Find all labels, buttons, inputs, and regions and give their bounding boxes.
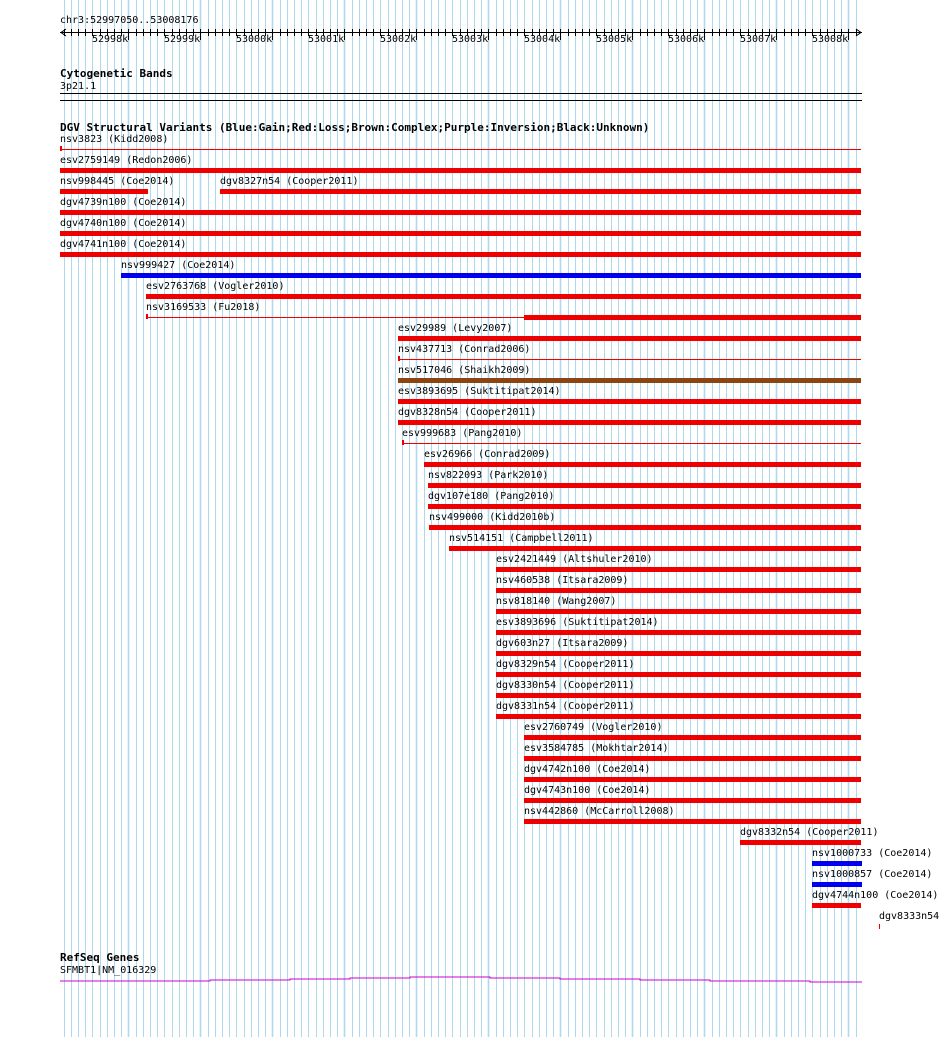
ruler-tick-label: 53005k bbox=[596, 34, 633, 45]
ruler-tick-label: 53002k bbox=[380, 34, 417, 45]
variant-start-tick bbox=[60, 146, 62, 151]
variant-bar[interactable] bbox=[60, 168, 861, 173]
variant-bar[interactable] bbox=[60, 252, 861, 257]
variant-label[interactable]: nsv442860 (McCarroll2008) bbox=[524, 806, 675, 817]
variant-bar[interactable] bbox=[524, 819, 861, 824]
variant-label[interactable]: nsv3169533 (Fu2018) bbox=[146, 302, 261, 313]
ruler-tick-label: 52998k bbox=[92, 34, 129, 45]
variant-label[interactable]: dgv4739n100 (Coe2014) bbox=[60, 197, 187, 208]
variant-bar[interactable] bbox=[496, 567, 861, 572]
variant-bar[interactable] bbox=[428, 483, 861, 488]
variant-label[interactable]: dgv8331n54 (Cooper2011) bbox=[496, 701, 635, 712]
refseq-gene-label[interactable]: SFMBT1|NM_016329 bbox=[60, 965, 157, 976]
variant-label[interactable]: dgv8329n54 (Cooper2011) bbox=[496, 659, 635, 670]
variant-bar[interactable] bbox=[524, 315, 861, 320]
ruler-tick-label: 53008k bbox=[812, 34, 849, 45]
variant-label[interactable]: nsv1000857 (Coe2014) bbox=[812, 869, 933, 880]
variant-bar[interactable] bbox=[60, 231, 861, 236]
variant-label[interactable]: nsv1000733 (Coe2014) bbox=[812, 848, 933, 859]
variant-bar[interactable] bbox=[402, 443, 861, 444]
variant-label[interactable]: nsv514151 (Campbell2011) bbox=[449, 533, 594, 544]
variant-label[interactable]: esv2760749 (Vogler2010) bbox=[524, 722, 663, 733]
variant-label[interactable]: nsv818140 (Wang2007) bbox=[496, 596, 617, 607]
cytogenetic-bands-track-title[interactable]: Cytogenetic Bands bbox=[60, 67, 173, 80]
variant-label[interactable]: esv26966 (Conrad2009) bbox=[424, 449, 551, 460]
refseq-track-title[interactable]: RefSeq Genes bbox=[60, 951, 140, 964]
ruler-tick-label: 53003k bbox=[452, 34, 489, 45]
variant-label[interactable]: dgv603n27 (Itsara2009) bbox=[496, 638, 629, 649]
variant-start-tick bbox=[402, 440, 404, 445]
variant-bar[interactable] bbox=[812, 903, 861, 908]
cytoband-label[interactable]: 3p21.1 bbox=[60, 81, 97, 92]
variant-bar[interactable] bbox=[812, 861, 862, 866]
variant-bar[interactable] bbox=[496, 651, 861, 656]
track-divider bbox=[60, 100, 862, 101]
variant-bar[interactable] bbox=[428, 504, 861, 509]
variant-bar[interactable] bbox=[398, 420, 861, 425]
variant-label[interactable]: dgv4740n100 (Coe2014) bbox=[60, 218, 187, 229]
variant-bar[interactable] bbox=[398, 336, 861, 341]
variant-label[interactable]: esv3893696 (Suktitipat2014) bbox=[496, 617, 659, 628]
variant-label[interactable]: dgv8330n54 (Cooper2011) bbox=[496, 680, 635, 691]
variant-bar[interactable] bbox=[424, 462, 861, 467]
variant-bar[interactable] bbox=[496, 672, 861, 677]
variant-bar[interactable] bbox=[398, 359, 861, 360]
variant-label[interactable]: dgv4743n100 (Coe2014) bbox=[524, 785, 651, 796]
variant-start-tick bbox=[146, 314, 148, 319]
variant-label[interactable]: dgv4742n100 (Coe2014) bbox=[524, 764, 651, 775]
variant-label[interactable]: esv29989 (Levy2007) bbox=[398, 323, 513, 334]
variant-label[interactable]: dgv8333n54 bbox=[879, 911, 939, 922]
variant-bar[interactable] bbox=[496, 588, 861, 593]
variant-label[interactable]: esv999683 (Pang2010) bbox=[402, 428, 523, 439]
variant-bar[interactable] bbox=[60, 189, 148, 194]
variant-bar[interactable] bbox=[449, 546, 861, 551]
variant-bar[interactable] bbox=[220, 189, 861, 194]
variant-bar[interactable] bbox=[496, 693, 861, 698]
gene-model[interactable] bbox=[0, 972, 890, 986]
variant-label[interactable]: dgv8327n54 (Cooper2011) bbox=[220, 176, 359, 187]
variant-label[interactable]: nsv999427 (Coe2014) bbox=[121, 260, 236, 271]
variant-bar[interactable] bbox=[496, 609, 861, 614]
variant-start-tick bbox=[398, 356, 400, 361]
variant-label[interactable]: nsv3823 (Kidd2008) bbox=[60, 134, 169, 145]
variant-bar[interactable] bbox=[429, 525, 861, 530]
ruler-tick-label: 53007k bbox=[740, 34, 777, 45]
variant-bar[interactable] bbox=[60, 210, 861, 215]
ruler-tick-label: 53004k bbox=[524, 34, 561, 45]
ruler-tick-label: 52999k bbox=[164, 34, 201, 45]
variant-bar[interactable] bbox=[524, 798, 861, 803]
dgv-track-title[interactable]: DGV Structural Variants (Blue:Gain;Red:Loss;Brown:Complex;Purple:Inversion;Black:Unknown) bbox=[60, 121, 650, 134]
variant-bar[interactable] bbox=[496, 630, 861, 635]
variant-bar[interactable] bbox=[146, 294, 861, 299]
variant-bar[interactable] bbox=[524, 735, 861, 740]
cytoband-line bbox=[60, 93, 862, 94]
variant-label[interactable]: esv3893695 (Suktitipat2014) bbox=[398, 386, 561, 397]
variant-bar[interactable] bbox=[121, 273, 861, 278]
variant-label[interactable]: nsv437713 (Conrad2006) bbox=[398, 344, 531, 355]
variant-label[interactable]: nsv499000 (Kidd2010b) bbox=[429, 512, 556, 523]
variant-label[interactable]: nsv998445 (Coe2014) bbox=[60, 176, 175, 187]
variant-bar[interactable] bbox=[60, 149, 861, 150]
gene-line bbox=[60, 977, 862, 982]
variant-bar[interactable] bbox=[879, 924, 880, 929]
variant-bar[interactable] bbox=[812, 882, 862, 887]
variant-bar[interactable] bbox=[398, 399, 861, 404]
ruler-tick-label: 53006k bbox=[668, 34, 705, 45]
variant-label[interactable]: nsv822093 (Park2010) bbox=[428, 470, 549, 481]
variant-bar[interactable] bbox=[398, 378, 861, 383]
ruler-tick-label: 53000k bbox=[236, 34, 273, 45]
variant-label[interactable]: dgv8332n54 (Cooper2011) bbox=[740, 827, 879, 838]
variant-label[interactable]: dgv8328n54 (Cooper2011) bbox=[398, 407, 537, 418]
variant-bar[interactable] bbox=[740, 840, 861, 845]
variant-label[interactable]: esv2421449 (Altshuler2010) bbox=[496, 554, 653, 565]
variant-label[interactable]: nsv517046 (Shaikh2009) bbox=[398, 365, 531, 376]
variant-label[interactable]: esv2759149 (Redon2006) bbox=[60, 155, 193, 166]
ruler-coordinates: chr3:52997050..53008176 bbox=[60, 15, 199, 26]
variant-label[interactable]: dgv4744n100 (Coe2014) bbox=[812, 890, 939, 901]
variant-label[interactable]: nsv460538 (Itsara2009) bbox=[496, 575, 629, 586]
variant-bar[interactable] bbox=[146, 317, 524, 318]
variant-label[interactable]: dgv107e180 (Pang2010) bbox=[428, 491, 555, 502]
variant-bar[interactable] bbox=[524, 756, 861, 761]
ruler-tick-label: 53001k bbox=[308, 34, 345, 45]
variant-bar[interactable] bbox=[496, 714, 861, 719]
variant-bar[interactable] bbox=[524, 777, 861, 782]
variant-label[interactable]: esv2763768 (Vogler2010) bbox=[146, 281, 285, 292]
variant-label[interactable]: esv3584785 (Mokhtar2014) bbox=[524, 743, 669, 754]
variant-label[interactable]: dgv4741n100 (Coe2014) bbox=[60, 239, 187, 250]
